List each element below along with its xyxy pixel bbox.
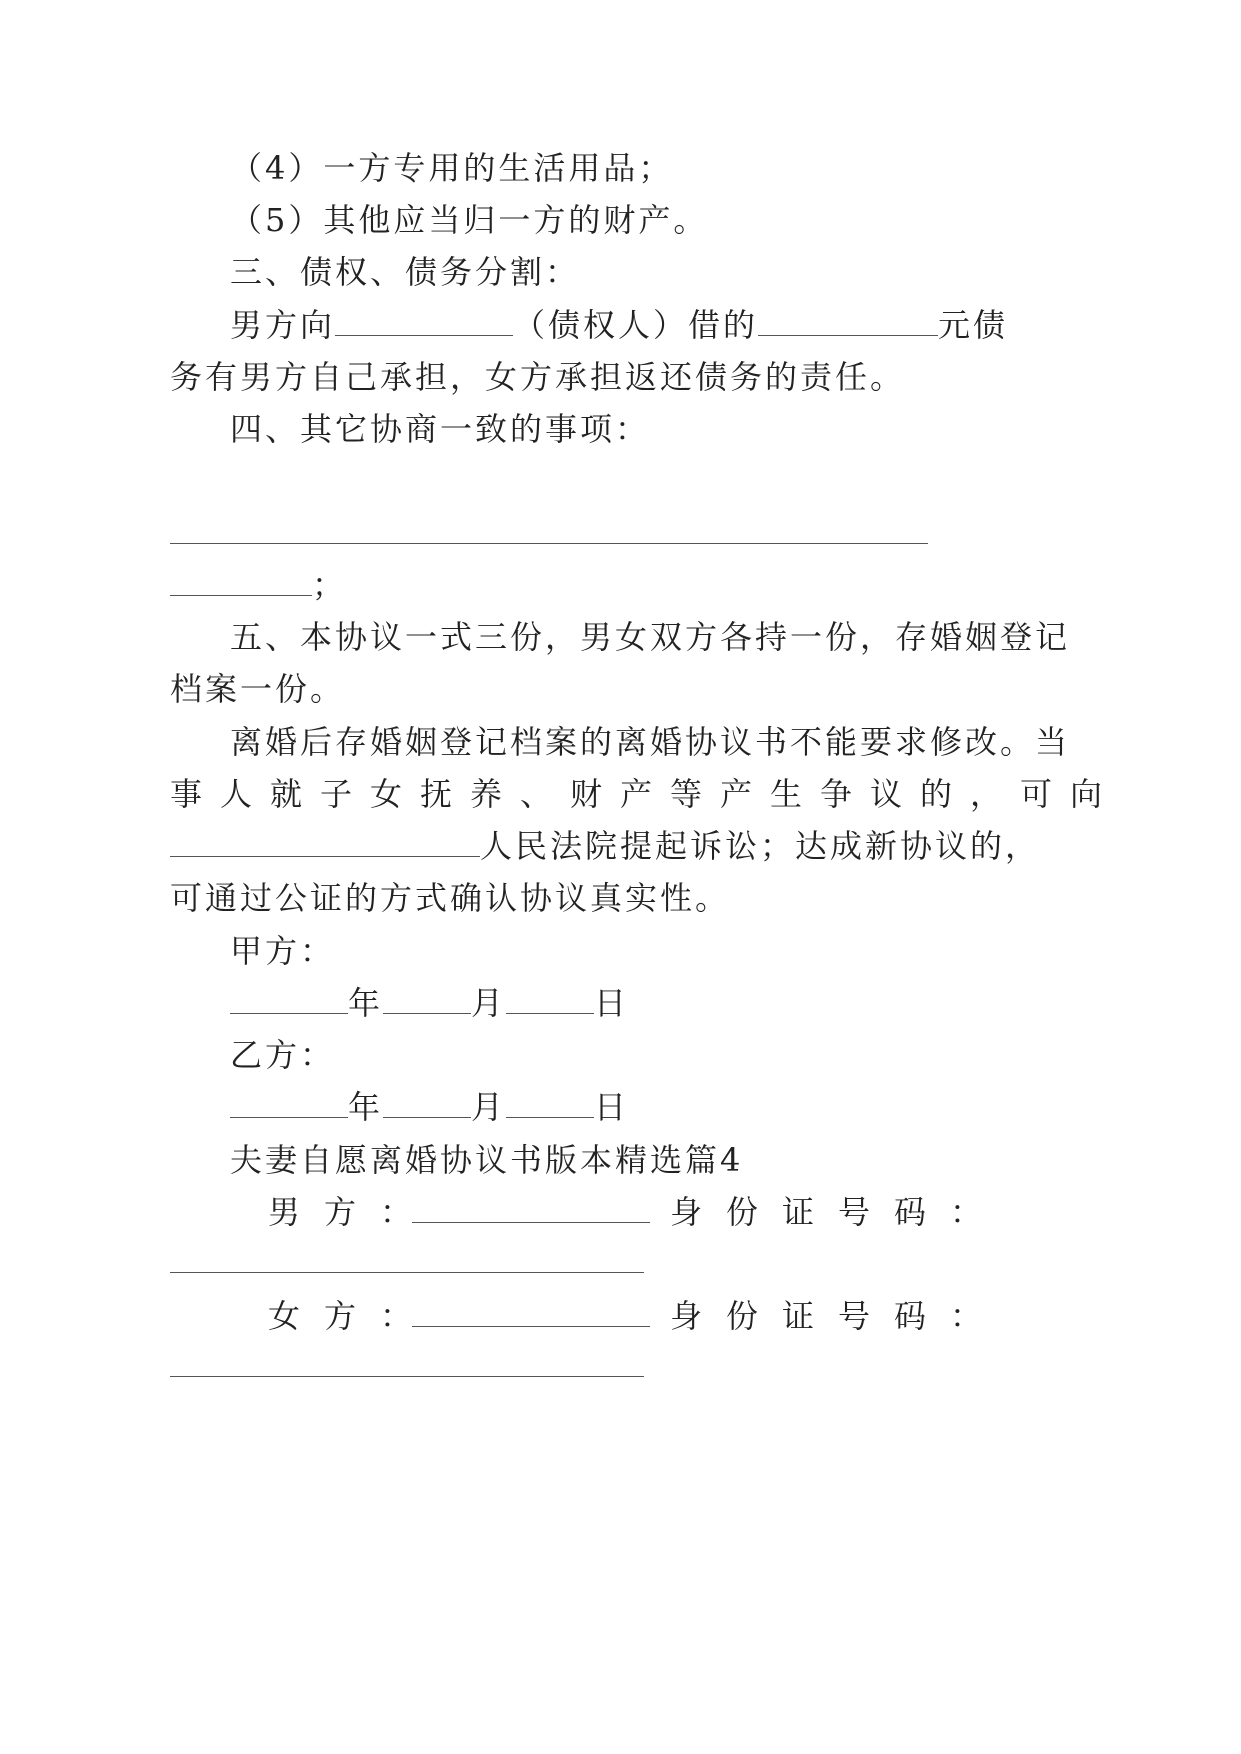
- female-name-blank[interactable]: [412, 1326, 650, 1327]
- section-3-heading: 三、债权、债务分割：: [230, 253, 581, 291]
- year-label: 年: [348, 1088, 384, 1126]
- debt-line-part3: 元债: [938, 306, 1009, 344]
- other-matters-line-2: [170, 565, 347, 605]
- female-id-blank[interactable]: [170, 1376, 644, 1377]
- section-4-heading: 四、其它协商一致的事项：: [230, 410, 651, 448]
- section-5-line-1: 五、本协议一式三份，男女双方各持一份，存婚姻登记: [230, 618, 1071, 656]
- after-divorce-line-1: 离婚后存婚姻登记档案的离婚协议书不能要求修改。当: [230, 723, 1071, 761]
- female-label: 女方：: [268, 1297, 437, 1335]
- female-id-label: 身份证号码：: [670, 1297, 1007, 1335]
- party-a-year-blank[interactable]: [230, 983, 348, 1014]
- section-5-line-2: 档案一份。: [170, 670, 346, 708]
- party-a-day-blank[interactable]: [506, 983, 594, 1014]
- party-a-date: [230, 983, 629, 1023]
- creditor-blank[interactable]: [335, 305, 513, 336]
- party-b-month-blank[interactable]: [383, 1087, 471, 1118]
- month-label: 月: [471, 1088, 507, 1126]
- male-id-blank[interactable]: [170, 1272, 644, 1273]
- debt-line: [230, 305, 1008, 345]
- male-id-label: 身份证号码：: [670, 1193, 1007, 1231]
- after-divorce-line-4: 可通过公证的方式确认协议真实性。: [170, 879, 731, 917]
- day-label: 日: [594, 984, 630, 1022]
- item-4: （4）一方专用的生活用品；: [230, 149, 674, 187]
- other-matters-blank-1[interactable]: [170, 543, 928, 544]
- male-label: 男方：: [268, 1193, 437, 1231]
- after-divorce-line-2: 事人就子女抚养、财产等产生争议的，可向: [170, 775, 1121, 813]
- party-a-label: 甲方：: [230, 932, 336, 970]
- amount-blank[interactable]: [758, 305, 938, 336]
- party-a-month-blank[interactable]: [383, 983, 471, 1014]
- item-5: （5）其他应当归一方的财产。: [230, 201, 709, 239]
- month-label: 月: [471, 984, 507, 1022]
- male-name-blank[interactable]: [412, 1222, 650, 1223]
- party-b-date: [230, 1087, 629, 1127]
- after-divorce-line-3-text: 人民法院提起诉讼；达成新协议的，: [480, 827, 1041, 865]
- after-divorce-line-3: [170, 826, 1040, 866]
- debt-line-part1: 男方向: [230, 306, 336, 344]
- section-title: 夫妻自愿离婚协议书版本精选篇4: [230, 1141, 744, 1179]
- other-matters-end: ；: [312, 566, 348, 604]
- debt-line-cont: 务有男方自己承担，女方承担返还债务的责任。: [170, 358, 906, 396]
- court-blank[interactable]: [170, 826, 480, 857]
- party-b-day-blank[interactable]: [506, 1087, 594, 1118]
- debt-line-part2: （债权人）借的: [513, 306, 759, 344]
- party-b-label: 乙方：: [230, 1036, 336, 1074]
- party-b-year-blank[interactable]: [230, 1087, 348, 1118]
- day-label: 日: [594, 1088, 630, 1126]
- other-matters-blank-2[interactable]: [170, 565, 312, 596]
- year-label: 年: [348, 984, 384, 1022]
